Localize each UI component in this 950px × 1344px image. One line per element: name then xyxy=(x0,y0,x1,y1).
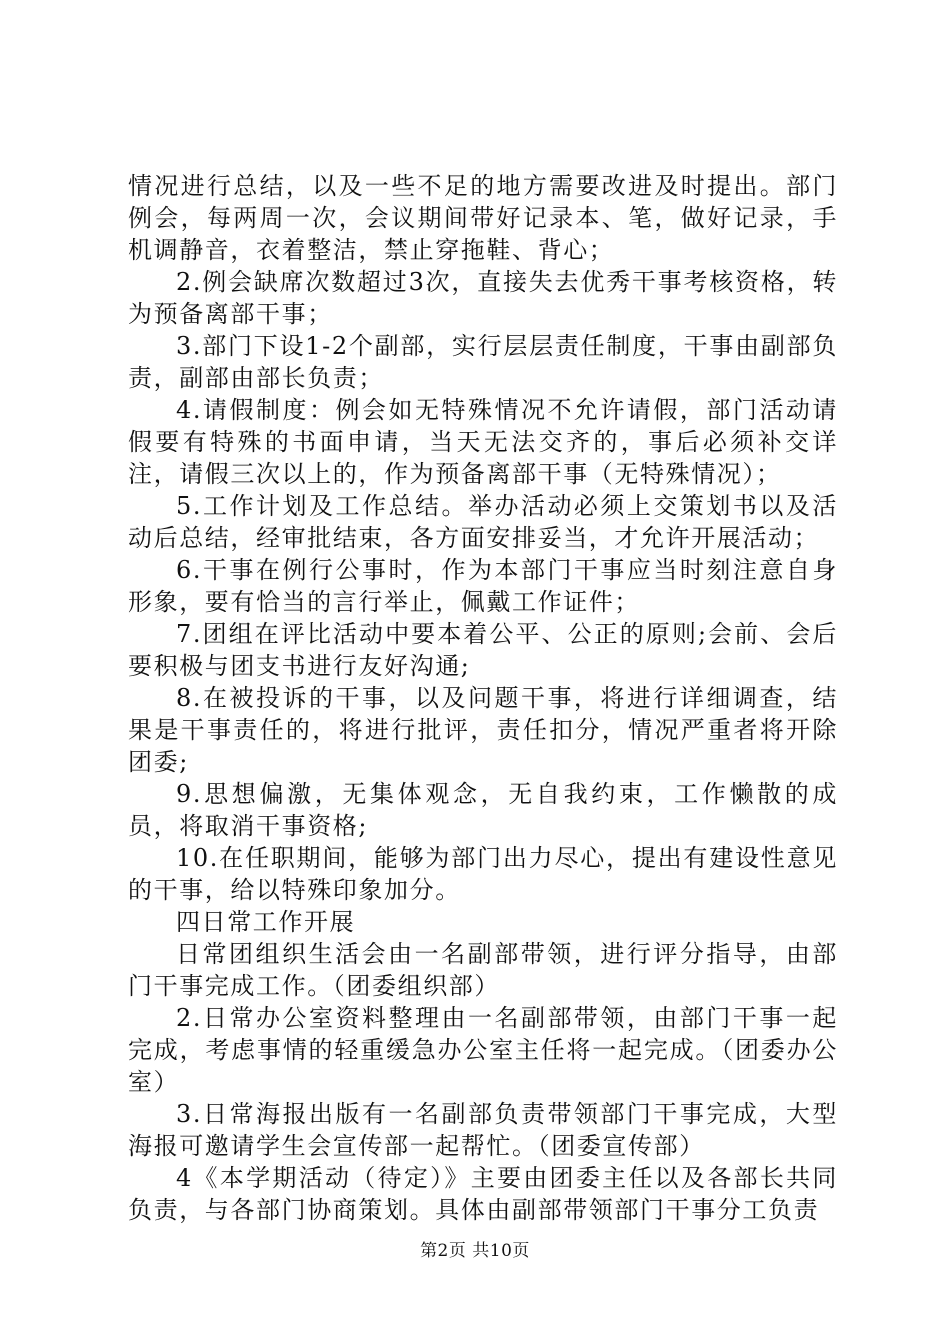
paragraph: 6.干事在例行公事时，作为本部门干事应当时刻注意自身形象，要有恰当的言行举止，佩戴工作证件； xyxy=(128,556,838,616)
paragraph: 日常团组织生活会由一名副部带领，进行评分指导，由部门干事完成工作。（团委组织部） xyxy=(128,940,838,1000)
paragraph: 4.请假制度：例会如无特殊情况不允许请假，部门活动请假要有特殊的书面申请，当天无法交齐的，事后必须补交详注，请假三次以上的，作为预备离部干事（无特殊情况）； xyxy=(128,396,838,488)
paragraph: 2.例会缺席次数超过3次，直接失去优秀干事考核资格，转为预备离部干事； xyxy=(128,268,838,328)
paragraph: 10.在任职期间，能够为部门出力尽心，提出有建设性意见的干事，给以特殊印象加分。 xyxy=(128,844,838,904)
paragraph: 3.部门下设1-2个副部，实行层层责任制度，干事由副部负责，副部由部长负责； xyxy=(128,332,838,392)
document-body xyxy=(128,170,838,1226)
paragraph: 7.团组在评比活动中要本着公平、公正的原则;会前、会后要积极与团支书进行友好沟通; xyxy=(128,620,838,680)
paragraph: 2.日常办公室资料整理由一名副部带领，由部门干事一起完成，考虑事情的轻重缓急办公室主任将一起完成。（团委办公室） xyxy=(128,1004,838,1096)
paragraph: 3.日常海报出版有一名副部负责带领部门干事完成，大型海报可邀请学生会宣传部一起帮忙。（团委宣传部） xyxy=(128,1100,838,1160)
paragraph: 4《本学期活动（待定）》主要由团委主任以及各部长共同负责，与各部门协商策划。具体由副部带领部门干事分工负责 xyxy=(128,1164,838,1224)
paragraph: 情况进行总结，以及一些不足的地方需要改进及时提出。部门例会，每两周一次，会议期间带好记录本、笔，做好记录，手机调静音，衣着整洁，禁止穿拖鞋、背心； xyxy=(128,172,838,264)
paragraph: 四日常工作开展 xyxy=(176,908,356,936)
paragraph: 5.工作计划及工作总结。举办活动必须上交策划书以及活动后总结，经审批结束，各方面安排妥当，才允许开展活动； xyxy=(128,492,838,552)
page-footer: 第2页 共10页 xyxy=(420,1241,530,1261)
paragraph: 9.思想偏激，无集体观念，无自我约束，工作懒散的成员，将取消干事资格; xyxy=(128,780,838,840)
paragraph: 8.在被投诉的干事，以及问题干事，将进行详细调查，结果是干事责任的，将进行批评，责任扣分，情况严重者将开除团委; xyxy=(128,684,838,776)
